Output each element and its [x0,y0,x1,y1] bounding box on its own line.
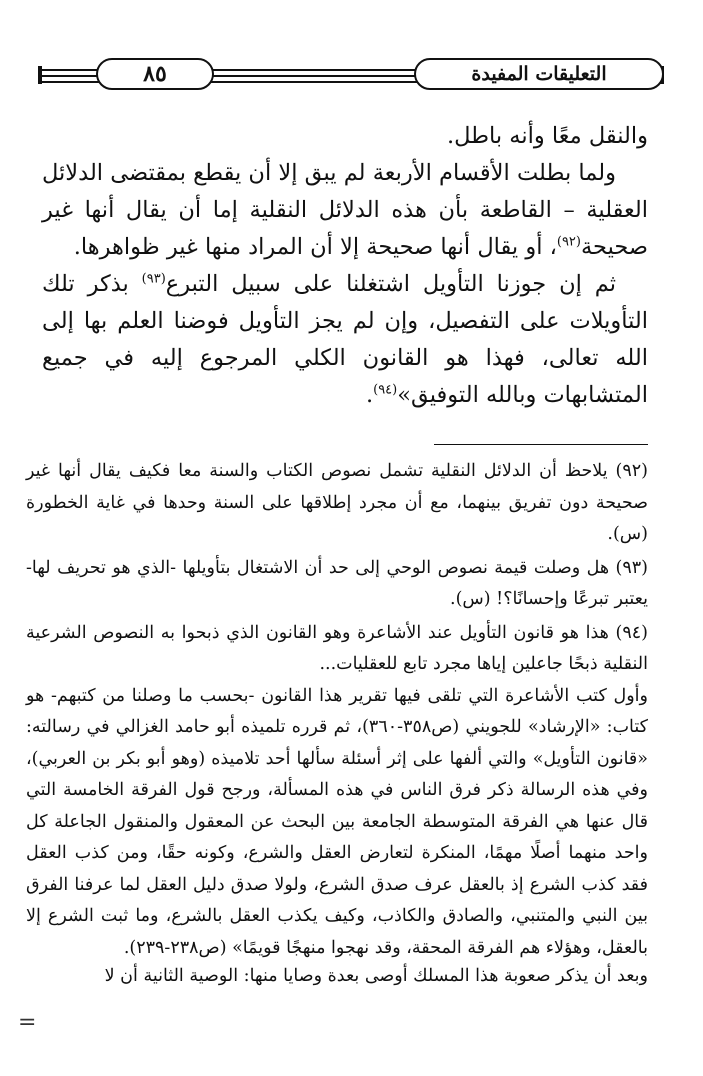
paragraph: والنقل معًا وأنه باطل. [446,123,648,149]
text-segment: ولما بطلت الأقسام الأربعة لم يبق إلا أن يقطع بمقتضى الدلائل العقلية – القاطعة بأن هذه الدلائل النقلية إما أن يقال أنها غير صحيحة [42,160,648,260]
footnote-94: (٩٤) هذا هو قانون التأويل عند الأشاعرة وهو القانون الذي ذبحوا به النصوص الشرعية النقلية ذبحًا جاعلين إياها مجرد تابع للعقليات... [26,622,648,674]
paragraph [42,155,648,266]
text-segment: . [365,382,374,408]
footnote-93: (٩٣) هل وصلت قيمة نصوص الوحي إلى حد أن الاشتغال بتأويلها -الذي هو تحريف لها- يعتبر تبرعًا وإحسانًا؟! (س). [26,557,648,609]
paragraph [42,266,648,414]
margin-mark: = [18,1010,37,1035]
main-text [42,118,648,414]
footnote-94-continued: وأول كتب الأشاعرة التي تلقى فيها تقرير هذا القانون -بحسب ما وصلنا من كتبهم- هو كتاب: «الإرشاد» للجويني (ص٣٥٨-٣٦٠)، ثم قرره تلميذه أبو حامد الغزالي في رسالته: «قانون التأويل» والتي ألفها على إثر أسئلة سألها أحد تلاميذه (وهو أبو بكر بن العربي)، وفي هذه الرسالة ذكر فرق الناس في هذه المسألة، ورجح قول الفرقة الخامسة التي قال عنها هي الفرقة المتوسطة الجامعة بين البحث عن المعقول والمنقول الجاعلة كل واحد منهما أصلًا مهمًا، المنكرة لتعارض العقل والشرع، وكونه حقًا، ومن كذب العقل فقد كذب الشرع إذ بالعقل عرف صدق الشرع، ولولا صدق دليل العقل لما عرفنا الفرق بين النبي والمتنبي، والصادق والكاذب، وكيف يكذب العقل بالشرع، وما ثبت الشرع إلا بالعقل، وهؤلاء هم الفرقة المحقة، وقد نهجوا منهجًا قويمًا» (ص٢٣٨-٢٣٩). [26,685,648,958]
footnote-separator [434,444,648,445]
footnote-ref: (٩٤) [373,382,398,398]
footnotes [26,456,648,993]
page-number: ٨٥ [96,58,214,90]
footnote-ref: (٩٢) [556,234,581,250]
footnote-ref: (٩٣) [141,271,166,287]
book-title: التعليقات المفيدة [414,58,664,90]
footnote-92: (٩٢) يلاحظ أن الدلائل النقلية تشمل نصوص الكتاب والسنة معا فكيف يقال أنها غير صحيحة دون تفريق بينهما، مع أن مجرد إطلاقها على السنة وحدها في غاية الخطورة (س). [26,461,648,544]
footnote-94-continued: وبعد أن يذكر صعوبة هذا المسلك أوصى بعدة وصايا منها: الوصية الثانية أن لا [104,966,648,986]
text-segment: ، أو يقال أنها صحيحة إلا أن المراد منها غير ظواهرها. [73,234,557,260]
running-header [38,56,664,94]
text-segment: بذكر تلك التأويلات على التفصيل، وإن لم يجز التأويل فوضنا العلم بها إلى الله تعالى، فهذا هو القانون الكلي المرجوع إليه في جميع المتشابهات وبالله التوفيق» [42,271,648,408]
header-rule-cap [38,66,42,84]
text-segment: ثم إن جوزنا التأويل اشتغلنا على سبيل التبرع [165,271,616,297]
